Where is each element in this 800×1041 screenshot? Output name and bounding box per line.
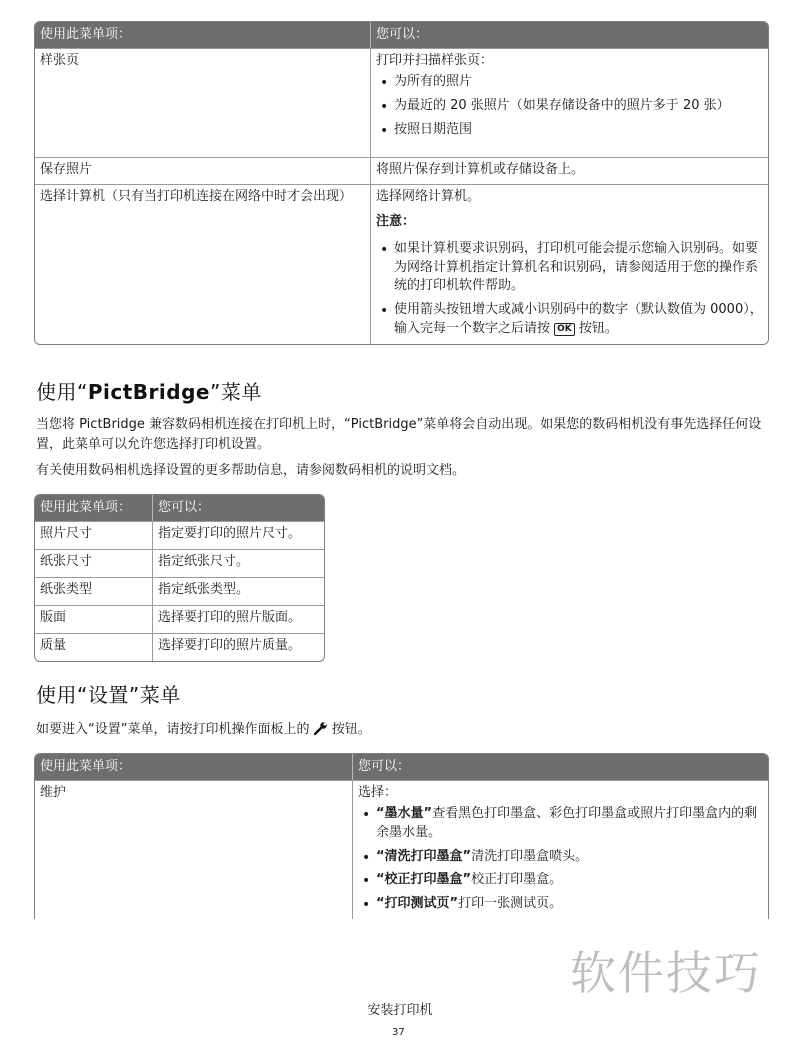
- row-action: 指定纸张类型。: [152, 577, 324, 605]
- row-item-select-computer: 选择计算机（只有当打印机连接在网络中时才会出现）: [35, 184, 370, 344]
- table-row: [35, 157, 768, 184]
- bullet-list: [376, 73, 763, 140]
- section-heading-pictbridge: [36, 378, 262, 407]
- list-item: [358, 805, 763, 843]
- heading-prefix: 使用“: [36, 380, 88, 404]
- menu-table-1: [34, 21, 769, 345]
- row-item: 纸张尺寸: [35, 549, 152, 577]
- table-header: [35, 495, 324, 521]
- table-row: [35, 633, 324, 661]
- list-item: [358, 871, 763, 890]
- row-action: 指定纸张尺寸。: [152, 549, 324, 577]
- row-item-save-photos: 保存照片: [35, 157, 370, 184]
- table-row: [35, 605, 324, 633]
- row-item: 版面: [35, 605, 152, 633]
- action-intro: 打印并扫描样张页：: [376, 53, 494, 68]
- header-you-can: 您可以：: [370, 22, 768, 48]
- bullet-text-end: 按钮。: [578, 321, 618, 337]
- row-action: [370, 184, 768, 344]
- row-item-proof-sheet: 样张页: [35, 48, 370, 157]
- watermark-text: 软件技巧: [570, 946, 762, 1000]
- list-item: [358, 848, 763, 867]
- header-menu-item: 使用此菜单项：: [35, 495, 152, 521]
- row-action: [352, 780, 768, 919]
- header-you-can: 您可以：: [152, 495, 324, 521]
- action-intro: 选择：: [358, 785, 398, 800]
- pictbridge-paragraph-2: 有关使用数码相机选择设置的更多帮助信息，请参阅数码相机的说明文档。: [36, 463, 466, 478]
- option-desc: 校正打印墨盒。: [471, 872, 563, 888]
- action-intro: 选择网络计算机。: [376, 189, 481, 204]
- page-number: 37: [392, 1027, 405, 1038]
- table-row: [35, 780, 768, 919]
- row-action: 指定要打印的照片尺寸。: [152, 521, 324, 549]
- option-desc: 查看黑色打印墨盒、彩色打印墨盒或照片打印墨盒内的剩余墨水量。: [376, 805, 758, 840]
- header-you-can: 您可以：: [352, 754, 768, 780]
- menu-table-2: [34, 494, 325, 662]
- row-item: 照片尺寸: [35, 521, 152, 549]
- footer-title: 安装打印机: [367, 1003, 433, 1018]
- setup-text: 如要进入“设置”菜单，请按打印机操作面板上的: [36, 722, 310, 737]
- row-item: 纸张类型: [35, 577, 152, 605]
- bullet-list: [376, 240, 763, 339]
- table-row: [35, 521, 324, 549]
- section-heading-setup: 使用“设置”菜单: [36, 683, 181, 707]
- row-action: 选择要打印的照片版面。: [152, 605, 324, 633]
- list-item: [376, 301, 763, 339]
- list-item: • 如果计算机要求识别码，打印机可能会提示您输入识别码。如要为网络计算机指定计算机名和识别码，请参阅适用于您的操作系统的打印机软件帮助。: [376, 240, 763, 297]
- setup-text-end: 按钮。: [331, 722, 371, 737]
- option-name: “校正打印墨盒”: [376, 872, 472, 888]
- list-item: • 按照日期范围: [376, 121, 763, 140]
- option-desc: 清洗打印墨盒喷头。: [471, 848, 589, 864]
- table-row: [35, 577, 324, 605]
- header-menu-item: 使用此菜单项：: [35, 754, 352, 780]
- table-row: [35, 549, 324, 577]
- wrench-icon: [314, 719, 328, 740]
- header-menu-item: 使用此菜单项：: [35, 22, 370, 48]
- bullet-list: [358, 805, 763, 914]
- heading-suffix: ”菜单: [209, 380, 262, 404]
- table-row: [35, 48, 768, 157]
- row-action: [370, 48, 768, 157]
- heading-pictbridge-word: PictBridge: [87, 380, 210, 404]
- bullet-text: 使用箭头按钮增大或减小识别码中的数字（默认数值为 0000），输入完每一个数字之后请按: [394, 302, 763, 337]
- table-header: [35, 22, 768, 48]
- option-name: “清洗打印墨盒”: [376, 848, 472, 864]
- ok-key-icon: OK: [554, 323, 575, 336]
- table-row: [35, 184, 768, 344]
- setup-paragraph: [36, 719, 771, 740]
- list-item: • 为最近的 20 张照片（如果存储设备中的照片多于 20 张）: [376, 97, 763, 116]
- row-action: 选择要打印的照片质量。: [152, 633, 324, 661]
- row-item-maintenance: 维护: [35, 780, 352, 919]
- list-item: • 为所有的照片: [376, 73, 763, 92]
- option-name: “打印测试页”: [376, 896, 459, 912]
- note-label: 注意：: [376, 213, 416, 229]
- row-action: 将照片保存到计算机或存储设备上。: [370, 157, 768, 184]
- option-name: “墨水量”: [376, 805, 433, 821]
- pictbridge-paragraph-1: 当您将 PictBridge 兼容数码相机连接在打印机上时，“PictBridge”菜单将会自动出现。如果您的数码相机没有事先选择任何设置，此菜单可以允许您选择打印机设置。: [36, 417, 762, 452]
- list-item: [358, 895, 763, 914]
- table-header: [35, 754, 768, 780]
- row-item: 质量: [35, 633, 152, 661]
- menu-table-3: [34, 753, 769, 919]
- option-desc: 打印一张测试页。: [458, 896, 563, 912]
